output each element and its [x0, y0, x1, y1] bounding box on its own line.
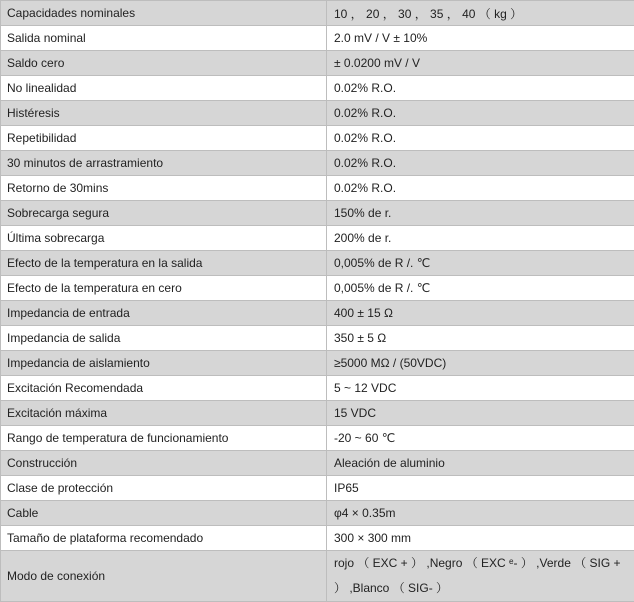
spec-value	[327, 551, 634, 602]
table-row	[1, 526, 634, 551]
spec-value: Aleación de aluminio	[327, 451, 634, 476]
spec-label: Excitación Recomendada	[1, 376, 327, 401]
spec-value: 10 ， 20 ， 30 ， 35 ， 40 （ kg ）	[327, 1, 634, 26]
spec-label: Impedancia de salida	[1, 326, 327, 351]
spec-label: Última sobrecarga	[1, 226, 327, 251]
table-row	[1, 151, 634, 176]
spec-label: Clase de protección	[1, 476, 327, 501]
spec-label: Rango de temperatura de funcionamiento	[1, 426, 327, 451]
table-row	[1, 451, 634, 476]
spec-label: Retorno de 30mins	[1, 176, 327, 201]
spec-label: Tamaño de plataforma recomendado	[1, 526, 327, 551]
spec-value: 300 × 300 mm	[327, 526, 634, 551]
spec-value: 0.02% R.O.	[327, 101, 634, 126]
table-row	[1, 176, 634, 201]
table-row	[1, 126, 634, 151]
spec-value: ≥5000 MΩ / (50VDC)	[327, 351, 634, 376]
table-row	[1, 501, 634, 526]
table-row	[1, 201, 634, 226]
table-row	[1, 51, 634, 76]
table-row	[1, 376, 634, 401]
spec-value: 0,005% de R /. ℃	[327, 251, 634, 276]
spec-value: -20 ~ 60 ℃	[327, 426, 634, 451]
spec-value: IP65	[327, 476, 634, 501]
table-row	[1, 26, 634, 51]
table-row	[1, 326, 634, 351]
spec-label: No linealidad	[1, 76, 327, 101]
spec-label: Modo de conexión	[1, 551, 327, 602]
spec-label: Efecto de la temperatura en cero	[1, 276, 327, 301]
table-row	[1, 251, 634, 276]
spec-value: ± 0.0200 mV / V	[327, 51, 634, 76]
table-row	[1, 476, 634, 501]
spec-value: 0,005% de R /. ℃	[327, 276, 634, 301]
spec-label: Capacidades nominales	[1, 1, 327, 26]
spec-label: Saldo cero	[1, 51, 327, 76]
table-row	[1, 101, 634, 126]
table-row	[1, 301, 634, 326]
spec-label: Efecto de la temperatura en la salida	[1, 251, 327, 276]
table-row	[1, 351, 634, 376]
spec-label: Construcción	[1, 451, 327, 476]
spec-label: Repetibilidad	[1, 126, 327, 151]
spec-value: 350 ± 5 Ω	[327, 326, 634, 351]
table-row	[1, 401, 634, 426]
spec-label: Sobrecarga segura	[1, 201, 327, 226]
spec-value: φ4 × 0.35m	[327, 501, 634, 526]
connection-line-2: ） ,Blanco （ SIG- ）	[334, 576, 634, 601]
spec-value: 0.02% R.O.	[327, 176, 634, 201]
table-row	[1, 276, 634, 301]
spec-value: 0.02% R.O.	[327, 76, 634, 101]
spec-value: 0.02% R.O.	[327, 151, 634, 176]
spec-label: Excitación máxima	[1, 401, 327, 426]
table-row-connection	[1, 551, 634, 602]
spec-value: 0.02% R.O.	[327, 126, 634, 151]
spec-value: 150% de r.	[327, 201, 634, 226]
spec-value: 200% de r.	[327, 226, 634, 251]
spec-label: Impedancia de aislamiento	[1, 351, 327, 376]
table-row	[1, 426, 634, 451]
table-row	[1, 76, 634, 101]
spec-label: Salida nominal	[1, 26, 327, 51]
table-row	[1, 226, 634, 251]
spec-value: 400 ± 15 Ω	[327, 301, 634, 326]
spec-label: Cable	[1, 501, 327, 526]
spec-label: Impedancia de entrada	[1, 301, 327, 326]
spec-label: Histéresis	[1, 101, 327, 126]
table-row	[1, 1, 634, 26]
spec-label: 30 minutos de arrastramiento	[1, 151, 327, 176]
spec-value: 15 VDC	[327, 401, 634, 426]
spec-value: 2.0 mV / V ± 10%	[327, 26, 634, 51]
connection-line-1: rojo （ EXC + ） ,Negro （ EXC ᵉ- ） ,Verde （ SIG +	[334, 551, 634, 576]
spec-value: 5 ~ 12 VDC	[327, 376, 634, 401]
